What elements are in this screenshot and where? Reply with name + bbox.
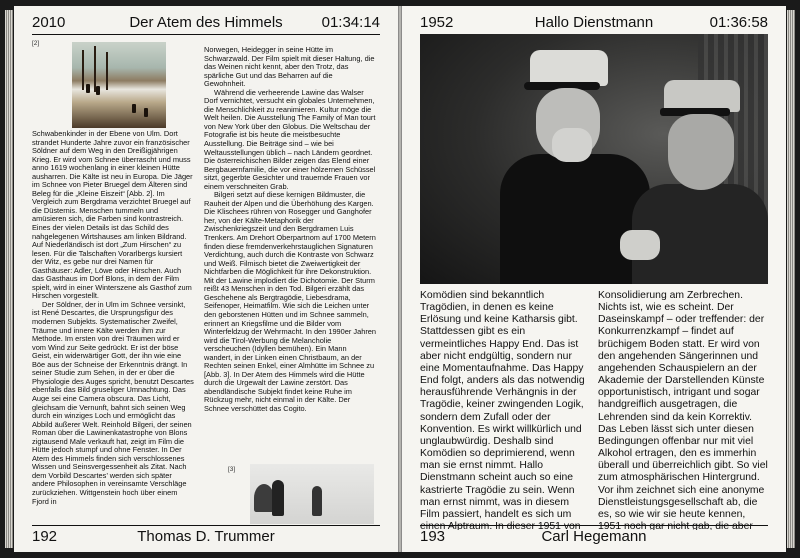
left-running-header — [32, 12, 380, 35]
header-year: 2010 — [32, 14, 66, 31]
figure-2-painting-image — [72, 42, 166, 128]
paragraph: Der Söldner, der in Ulm im Schnee versinkt, ist René Descartes, die Ursprungsfigur des modernen Subjekts. Systematischer Zweifel, Träume und innere Kälte werden ihm zur Methode. Im ersten von drei Träumen wird er vom Wind zur Seite gedrückt. Er ist der böse Geist, ein widerwärtiger Gott, der ihn wie eine Böe aus der Schneise der Erkenntnis drängt. In seiner Studie zum Sehen, in der er über die Physiologie des Auges spricht, benutzt Descartes ebenfalls das Bild gruseliger Umnachtung. Das Auge sei eine Camera obscura. Das Licht, gleichsam die Vernunft, bahnt sich seinen Weg durch ein winziges Loch und ermöglicht das Abbild äußerer Welt. Reinhold Bilgeri, der seinen Roman über die Lawinenkatastrophe von Blons zigtausend Male verkauft hat, zeigt im Film die Hütte jedoch stumpf und ohne Fenster. In Der Atem des Himmels finden sich verschlossenes Wissen und Seinsvergessenheit als Zitat. Nach dem Vorbild Descartes’ werden sich später andere Philosophen in vereinsamte Verschläge zurückziehen. Wittgenstein hoch über einem Fjord in — [32, 299, 194, 506]
header-film-title: Der Atem des Himmels — [129, 14, 283, 31]
right-running-footer — [420, 525, 768, 546]
paragraph: Komödien sind bekanntlich Tragödien, in denen es keine Erlösung und keine Katharsis gibt. Stattdessen gibt es ein vermeintliches Happy End. Das ist aber nicht endgültig, sondern nur eine Momentaufnahme. Das Happy End folgt, anders als das notwendig herausführende Verhängnis in der Tragödie, keiner zwingenden Logik, sondern dem Zufall oder der Konvention. Es wirkt willkürlich und unglaubwürdig. Deshalb sind Komödien so deprimierend, wenn man sie ernst nimmt. Hallo Dienstmann scheint auch so eine kastrierte Tragödie zu sein. Wenn man ernst nimmt, was in diesem Film passiert, handelt es sich um einen Alptraum. In dieser 1951 von — [420, 290, 585, 530]
page-edges-right — [787, 10, 795, 548]
paragraph: Norwegen, Heidegger in seine Hütte im Schwarzwald. Der Film spielt mit dieser Haltung, die das Weinen nicht kennt, aber den Trotz, das spärliche Gut und das Beharren auf die Gewohnheit. — [204, 46, 375, 89]
author-name: Carl Hegemann — [541, 528, 647, 545]
left-running-footer — [32, 525, 380, 546]
left-text-column-1 — [32, 130, 194, 522]
left-text-column-2 — [204, 46, 376, 456]
right-running-header — [420, 12, 768, 35]
left-page — [14, 6, 398, 552]
film-still-image — [420, 34, 768, 284]
paragraph: Bilgeri setzt auf diese kernigen Bildmuster, die Rauheit der Alpen und die Überhöhung des Kargen. Die Klischees rühren von Rosegger und Ganghofer her, von der Kälte-Metaphorik der Zwischenkriegszeit und den Bergdramen Luis Trenkers. Am Drehort Oberpartnom auf 1700 Metern finden diese fremdenverkehrstauglichen Signaturen Verdichtung, auch durch die Kontraste von Schwarz und Weiß. Filmisch bietet die Zweiwertigkeit der Nichtfarben die Möglichkeit für ihre Dekonstruktion. Mit der Lawine implodiert die Dichotomie. Der Sturm reißt 43 Menschen in den Tod. Bilgeri erzählt das Geschehene als Bergtragödie, Liebesdrama, Seifenoper, Heimatfilm. Wie sich die Leichen unter den geborstenen Hütten und im Schnee sammeln, erinnert an Kriegsfilme und die Bilder vom Winterfeldzug der Wehrmacht. In den 1990er Jahren wird die Tirol-Werbung die Melancholie verscheuchen (Idyllen bemühen). Ein Mann wandert, in der Linken einen Christbaum, an der Rechten seinen Enkel, einer Almhütte im Schnee zu [Abb. 3]. In Der Atem des Himmels wird die Hütte durch die Urgewalt der Lawine zerstört. Das abendländische Subjekt findet keine Ruhe im Rückzug mehr, nicht einmal in der Kälte. Der Schnee verschüttet das Cogito. — [204, 190, 376, 413]
header-year: 1952 — [420, 14, 454, 31]
page-edges-left — [5, 10, 13, 548]
figure-3-label: [3] — [228, 466, 236, 473]
right-page — [402, 6, 786, 552]
author-name: Thomas D. Trummer — [137, 528, 275, 545]
page-number: 193 — [420, 528, 446, 545]
right-text-column-1 — [420, 290, 590, 530]
paragraph: Während die verheerende Lawine das Walser Dorf vernichtet, versucht ein globales Unternehmen, die Menschlichkeit zu reanimieren. Kultur möge die Welt heilen. Die Ausstellung The Family of Man tourt von New York über den Globus. Die Weltschau der Fotografie ist bis heute die meistbesuchte Ausstellung. Die Beiträge sind – wie bei Weltausstellungen üblich – nach Ländern geordnet. Die österreichischen Bilder zeigen das Elend einer Bergbauernfamilie, die vor einer hölzernen Schüssel sitzt, gegerbte Gesichter und trauernde Frauen vor einem verschneiten Grab. — [204, 87, 376, 191]
paragraph: Konsolidierung am Zerbrechen. Nichts ist, wie es scheint. Der Daseinskampf – oder treffender: der Konkurrenzkampf – findet auf brüchigem Boden statt. Er wird von den angehenden Sängerinnen und angehenden Schauspielern an der Akademie der Darstellenden Künste opportunistisch, intrigant und sogar handgreiflich ausgetragen, die Lehrenden sind da kein Korrektiv. Das Leben lässt sich unter diesen Bedingungen offenbar nur mit viel Alkohol ertragen, den es immerhin überall und überreichlich gibt. So viel zum atmosphärischen Hintergrund. Vor ihm zeichnet sich eine anonyme Dienstleistungsgesellschaft ab, die es, so wie wir sie heute kennen, 1951 noch gar nicht gab, die aber — [598, 290, 768, 530]
paragraph: Schwabenkinder in der Ebene von Ulm. Dort strandet Hunderte Jahre zuvor ein französischer Söldner auf dem Weg in den Dreißigjährigen Krieg. Er wird vom Schnee überrascht und muss anno 1619 wochenlang in einer kleinen Hütte ausharren. Die Kälte ist neu in Europa. Die Jäger im Schnee von Pieter Bruegel dem Älteren sind Beleg für die „Kleine Eiszeit“ [Abb. 2]. Im Vergleich zum Bergdrama verzichtet Bruegel auf die Düsternis. Menschen tummeln und amüsieren sich, die Farben sind kontrastreich. Eines der vielen Details ist das Schild des nahgelegenen Wirtshauses am linken Bildrand. Auf Niederländisch ist dort „Zum Hirschen“ zu lesen. Für die Talschaften Vorarlbergs kursiert der Witz, es gebe nur drei Namen für Gasthäuser: Adler, Löwe oder Hirschen. Auch das Gasthaus im Dorf Blons, in dem der Film spielt, wird in einer Winterszene als Gasthof zum Hirschen vorgestellt. — [32, 130, 193, 301]
page-number: 192 — [32, 528, 58, 545]
header-timecode: 01:34:14 — [321, 14, 380, 31]
figure-3-photo-image — [250, 464, 374, 524]
header-timecode: 01:36:58 — [709, 14, 768, 31]
right-text-column-2 — [598, 290, 768, 530]
figure-2-label: [2] — [32, 40, 40, 47]
header-film-title: Hallo Dienstmann — [534, 14, 654, 31]
